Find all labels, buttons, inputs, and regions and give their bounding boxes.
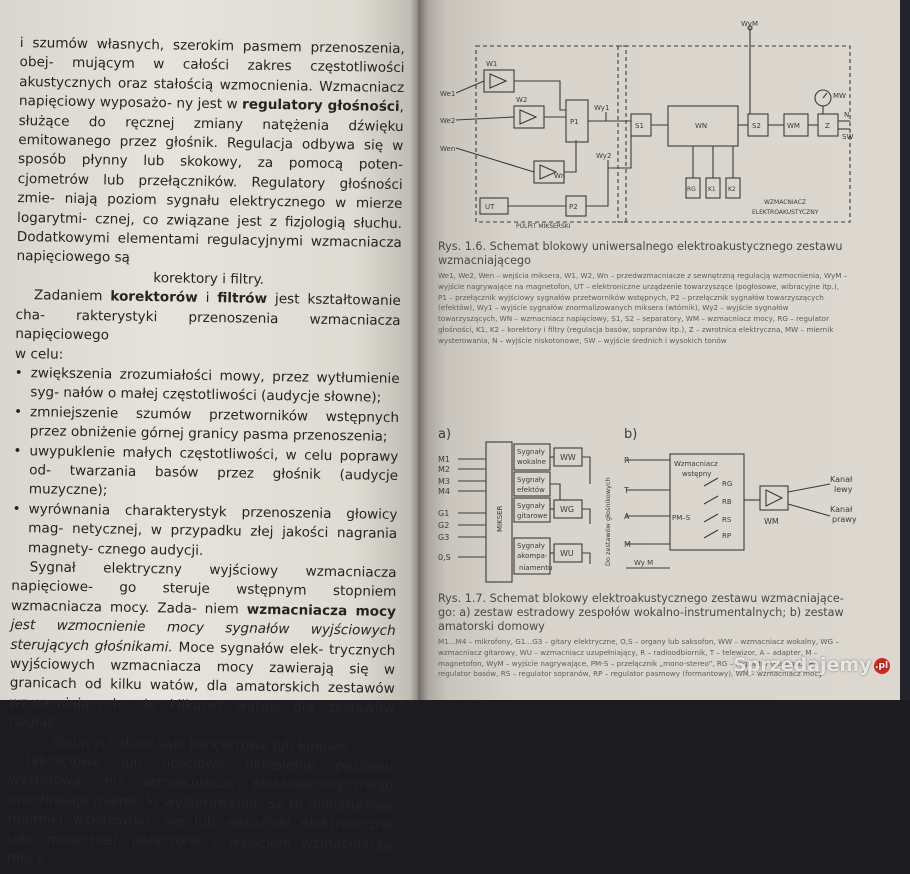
label-sig-vocal-2: wokalne [517, 458, 546, 466]
label-kanal-prawy-1: Kanał [830, 505, 853, 514]
label-rs: RS [722, 516, 732, 524]
figure-1-6-title: Rys. 1.6. Schemat blokowy uniwersalnego elektroakustycznego zestawu wzmacniającego [438, 240, 843, 267]
term-korektorow: korektorów [110, 288, 198, 307]
label-we2: We2 [440, 117, 456, 125]
label-sig-accomp-3: niamentu [519, 564, 553, 572]
label-sig-guitar-1: Sygnały [517, 502, 545, 510]
figure-1-7-diagram [438, 424, 858, 586]
label-wy1: Wy1 [594, 104, 610, 112]
label-wn: Wn [554, 172, 566, 180]
label-wen: Wen [440, 145, 456, 153]
label-wu: WU [560, 549, 574, 558]
label-speakers: Do zestawów głośnikowych [604, 477, 612, 566]
label-z: Z [825, 122, 830, 130]
figure-1-7-title-3: amatorski domowy [438, 620, 545, 633]
label-wzm-1: Wzmacniacz [674, 460, 718, 468]
book-gutter [410, 0, 428, 700]
paragraph-2-end: w celu: [14, 345, 64, 363]
label-rp: RP [722, 532, 732, 540]
label-sig-effects-2: efektów [517, 486, 545, 494]
label-rg: RG [687, 186, 696, 193]
label-wym: WyM [741, 20, 758, 28]
label-sig-guitar-2: gitarowe [517, 512, 548, 520]
label-wym-b: Wy M [634, 559, 654, 567]
label-ut: UT [485, 203, 495, 211]
label-s2: S2 [752, 122, 761, 130]
label-wm: WM [787, 122, 800, 130]
label-wm-b: WM [764, 517, 779, 526]
w1-block [484, 70, 514, 92]
figure-1-7-legend: M1...M4 – mikrofony, G1...G3 – gitary elektryczne, O,S – organy lub saksofon, WW – wzmacniacz wokalny, WG – wzmacniacz gitarowy, WU – wzmacniacz uzupełniający, R – radioodbiornik, T – telewizor, A – adapter, M – magnetofon, WyM – wyjście nagrywające, PM-S – przełącznik „mono-stereo”, RG – regulator głośności, RB – regulator basów, RS – regulator sopranów, RP – regulator pasmowy (formantowy), WM – wzmacniacz mocy [438, 637, 839, 679]
figure-1-7-title-1: Rys. 1.7. Schemat blokowy elektroakustycznego zestawu wzmacniające- [438, 592, 844, 605]
label-m3: M3 [438, 477, 450, 486]
pulpit-mikserski-frame [476, 46, 626, 222]
label-kanal-lewy-2: lewy [834, 485, 853, 494]
wzmacniacz-frame [618, 46, 850, 222]
bullet-2: • zmniejszenie szumów przetworników wstępnych przez obniżenie górnej granicy pasma przenoszenia; [14, 403, 400, 448]
right-page [418, 0, 900, 700]
paragraph-1: i szumów własnych, szerokim pasmem przenoszenia, obej- mującym w całości zakres częstotliwości akustycznych oraz stałością wzmocnienia. Wzmacniacz napięciowy wyposażo- ny jest w regulatory głośności, służące do ręcznej zmiany natężenia dźwięku emitowanego przez głośnik. Regulacja odbywa się w sposób płynny lub skokowy, za pomocą poten- cjometrów lub przełączników. Regulatory głośności zmie- niają poziom sygnału elektrycznego w mierze logarytmi- cznej, co związane jest z fizjologią słuchu. Dodatkowymi elementami regulacyjnymi wzmacniacza napięciowego są [16, 34, 405, 267]
term-regulatory-glosnosci: regulatory głośności [241, 96, 400, 116]
label-rb: RB [722, 498, 732, 506]
label-b: b) [624, 427, 638, 442]
label-wg: WG [560, 505, 575, 514]
paragraph-3-end: niających duże sale koncertowe lub kinowe. [51, 734, 351, 755]
label-g1: G1 [438, 509, 450, 518]
label-sig-accomp-1: Sygnały [517, 542, 545, 550]
label-ww: WW [560, 453, 576, 462]
watermark-text: Sprzedajemy [733, 654, 872, 676]
figure-1-7-title-2: go: a) zestaw estradowy zespołów wokalno-instrumentalnych; b) zestaw [438, 606, 844, 619]
label-wn-amp: WN [695, 122, 708, 130]
label-k2: K2 [728, 186, 736, 193]
label-wzm-2: wstępny [682, 470, 712, 478]
label-g2: G2 [438, 521, 450, 530]
label-sig-effects-1: Sygnały [517, 476, 545, 484]
term-filtrow: filtrów [217, 290, 268, 308]
figure-1-6-legend: We1, We2, Wen – wejścia miksera, W1, W2, Wn – przedwzmacniacze z sewnętrzną regulacją wzmocnienia, WyM – wyjście nagrywające na magnetofon, UT – elektroniczne urządzenie towarzyszące (pogłosowe, wibracyjne itp.), P1 – przełącznik wyjściowy sygnałów przetworników wstępnych, P2 – przełącznik sygnałów towarzyszących (efektów), Wy1 – wyjście sygnałów znormalizowanych miksera (wtórnik), Wy2 – wyjście sygnałów towarzyszących, WN – wzmacniacz napięciowy, S1, S2 – separatory, WM – wzmacniacz mocy, RG – regulator głośności, K1, K2 – korektory i filtry (regulacja basów, sopranów itp.), Z – zwrotnica elektryczna, MW – miernik wysterowania, N – wyjście niskotonowe, SW – wyjście średnich i wysokich tonów [438, 271, 848, 345]
label-sw: SW [842, 133, 854, 141]
label-w2: W2 [516, 96, 528, 104]
label-p2: P2 [569, 203, 578, 211]
label-t: T [624, 486, 629, 495]
figure-1-6-caption [438, 240, 848, 347]
watermark-dot-badge: .pl [874, 658, 890, 674]
label-k1: K1 [708, 186, 716, 193]
w2-block [514, 106, 544, 128]
left-page-text [7, 34, 405, 874]
paragraph-1-end: korektory i filtry. [153, 270, 265, 288]
label-rg-b: RG [722, 480, 733, 488]
paragraph-3: Sygnał elektryczny wyjściowy wzmacniacza napięciowe- go steruje wstępnym stopniem wzmacniacza mocy. Zada- niem wzmacniacza mocy jest wzmocnienie mocy sygnałów wyjściowych sterujących głośnikami. Moce sygnałów elek- trycznych wyjściowych wzmacniacza mocy zawierają się w granicach od kilku watów, dla amatorskich zestawów wzmacniających, do kilkuset watów dla zestawów nagłaś- [9, 559, 397, 731]
label-mikser: MIKSER [496, 505, 504, 532]
label-w1: W1 [486, 60, 498, 68]
label-wy2: Wy2 [596, 152, 612, 160]
label-pms: PM–S [672, 514, 691, 522]
term-wzmacniacza-mocy: wzmacniacza mocy [246, 601, 397, 620]
figure-1-6-diagram [436, 18, 856, 230]
label-wzmacniacz-1: WZMACNIACZ [764, 199, 806, 206]
bullet-4: • wyrównania charakterystyk przenoszenia głowicy mag- netycznej, w przypadku złej jakości nagrania magnety- cznego audycji. [12, 500, 398, 564]
label-n: N [844, 111, 850, 119]
label-pulpit: PULPIT MIKSERSKI [516, 223, 571, 230]
label-kanal-lewy-1: Kanał [830, 475, 853, 484]
label-m2: M2 [438, 465, 450, 474]
wm-amp-block [760, 486, 788, 510]
label-a: a) [438, 427, 452, 442]
label-r: R [624, 456, 630, 465]
label-sig-vocal-1: Sygnały [517, 448, 545, 456]
bullet-1: • zwiększenia zrozumiałości mowy, przez wytłumienie syg- nałów o małej częstotliwości (audycje słowne); [14, 364, 400, 409]
label-os: 0,S [438, 553, 451, 562]
label-mw: MW [833, 92, 846, 100]
label-g3: G3 [438, 533, 450, 542]
label-wzmacniacz-2: ELEKTROAKUSTYCZNY [752, 209, 819, 216]
label-sig-accomp-2: akompa- [517, 552, 548, 560]
left-page [0, 0, 418, 867]
label-kanal-prawy-2: prawy [832, 515, 857, 524]
label-p1: P1 [570, 118, 579, 126]
watermark [733, 654, 890, 676]
paragraph-2: Zadaniem korektorów i filtrów jest kształtowanie cha- rakterystyki przenoszenia wzmacniacza napięciowego [15, 287, 401, 344]
label-m1: M1 [438, 455, 450, 464]
paragraph-4: Jakościowe lub ilościowe określenie poziomu wysterowa- nia wzmacniacza elektroakustycznego umożliwiają mierni- ki wysterowania. Są to miniaturowe mierniki wskazówko- we lub wskaźniki elektroniczne (oko magiczne), połączone z wyjściem wzmacniacza mocy. [6, 753, 394, 867]
label-ad: A [624, 512, 630, 521]
label-s1: S1 [635, 122, 644, 130]
bullet-3: • uwypuklenie małych częstotliwości, w celu poprawy od- twarzania basów przez głośnik (audycje muzyczne); [13, 441, 399, 505]
dark-background-edge [900, 0, 910, 700]
label-we1: We1 [440, 90, 456, 98]
label-m4: M4 [438, 487, 450, 496]
label-m: M [624, 540, 631, 549]
